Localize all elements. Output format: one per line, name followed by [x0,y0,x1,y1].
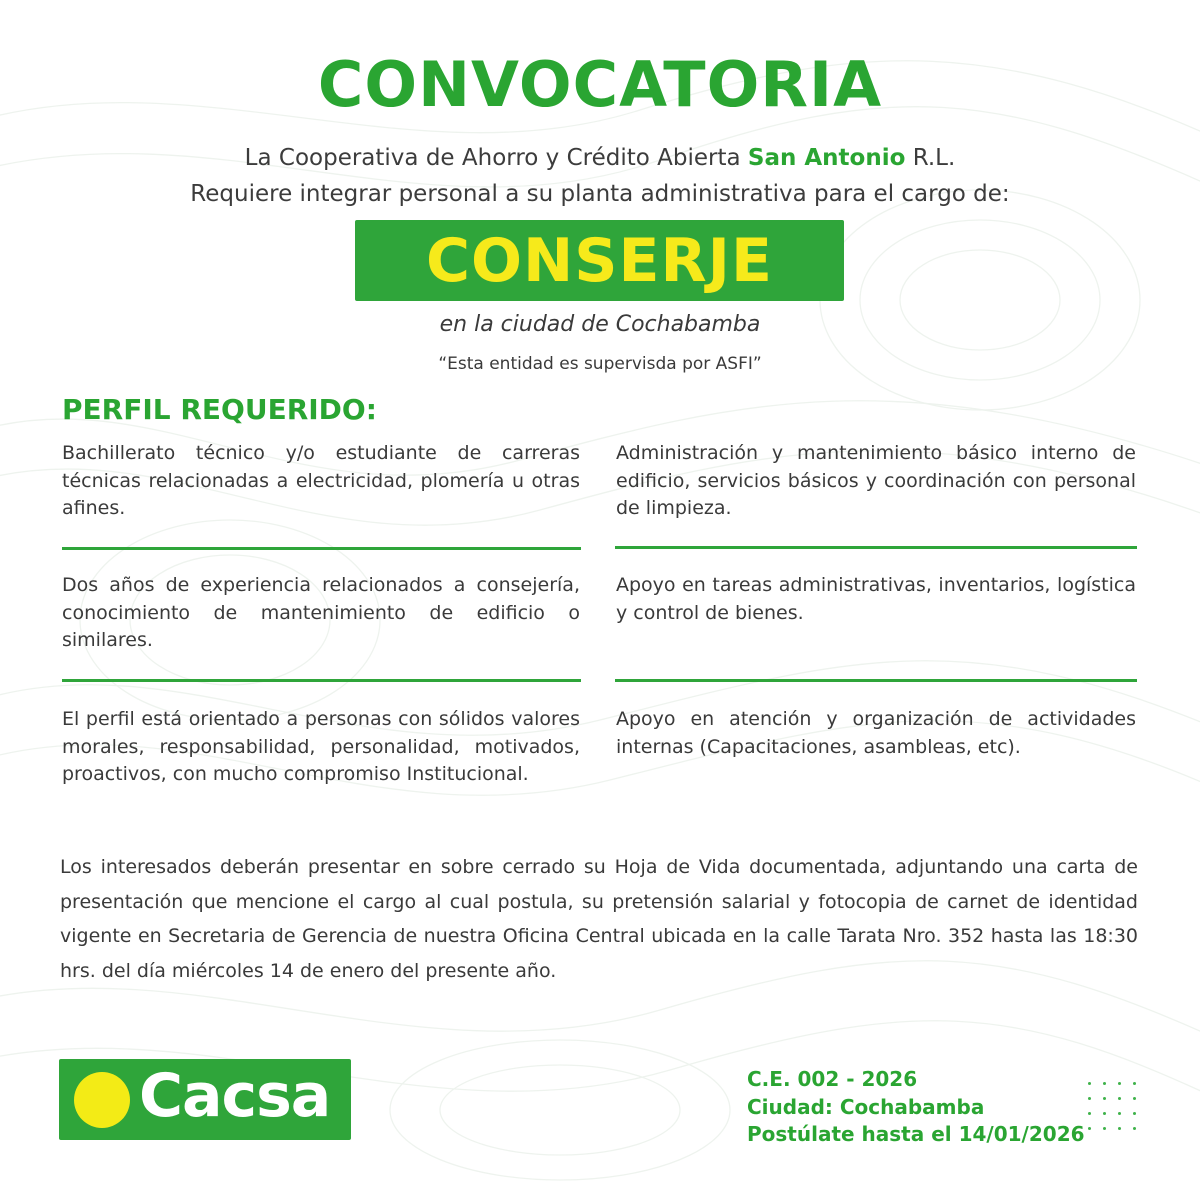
intro-line-1 [0,140,1200,176]
divider [615,679,1137,682]
profile-item-right-2: Apoyo en tareas administrativas, inventarios, logística y control de bienes. [616,574,1136,624]
divider [62,547,581,550]
profile-item-left-3: El perfil está orientado a personas con sólidos valores morales, responsabilidad, personalidad, motivados, proactivos, con mucho compromiso Institucional. [62,708,580,785]
divider [615,546,1137,549]
call-code: C.E. 002 - 2026 [747,1067,918,1091]
logo-text: Cacsa [139,1061,331,1131]
supervision-note: “Esta entidad es supervisda por ASFI” [438,354,762,374]
footer-info [747,1066,1085,1149]
profile-section-title: PERFIL REQUERIDO: [62,393,377,426]
position-city: en la ciudad de Cochabamba [439,312,761,337]
intro-line-2: Requiere integrar personal a su planta administrativa para el cargo de: [190,181,1010,207]
profile-item-left-2: Dos años de experiencia relacionados a consejería, conocimiento de mantenimiento de edificio o similares. [62,574,580,651]
divider [62,679,581,682]
intro-line-1-prefix: La Cooperativa de Ahorro y Crédito Abierta [244,145,748,171]
intro-line-1-suffix: R.L. [905,145,956,171]
profile-item-left-1: Bachillerato técnico y/o estudiante de carreras técnicas relacionadas a electricidad, plomería u otras afines. [62,442,580,519]
footer-city: Ciudad: Cochabamba [747,1094,985,1119]
application-instructions: Los interesados deberán presentar en sobre cerrado su Hoja de Vida documentada, adjuntando una carta de presentación que mencione el cargo al cual postula, su pretensión salarial y fotocopia de carnet de identidad vigente en Secretaria de Gerencia de nuestra Oficina Central ubicada en la calle Tarata Nro. 352 hasta las 18:30 hrs. del día miércoles 14 de enero del presente año. [60,856,1138,982]
profile-item-right-1: Administración y mantenimiento básico interno de edificio, servicios básicos y coordinación con personal de limpieza. [616,442,1136,519]
dot-grid-decoration [1088,1082,1142,1136]
application-deadline: Postúlate hasta el 14/01/2026 [747,1122,1085,1146]
logo-dot-icon [74,1072,130,1128]
page-title: CONVOCATORIA [317,48,883,121]
profile-item-right-3: Apoyo en atención y organización de actividades internas (Capacitaciones, asambleas, etc). [616,708,1136,758]
position-banner [355,220,844,301]
cacsa-logo [59,1059,351,1140]
position-name: CONSERJE [426,225,773,296]
cooperative-name: San Antonio [747,145,906,171]
intro-text [0,140,1200,212]
